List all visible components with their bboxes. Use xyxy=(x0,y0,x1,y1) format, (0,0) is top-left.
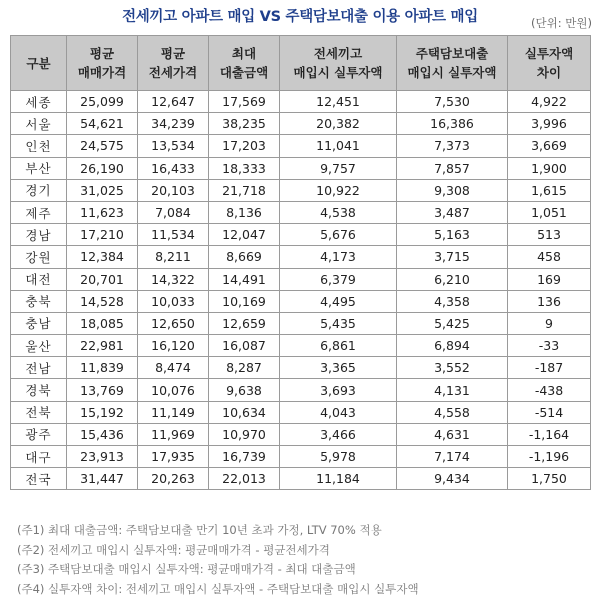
value-cell: 7,857 xyxy=(397,157,508,179)
value-cell: 24,575 xyxy=(67,135,138,157)
value-cell: 9,434 xyxy=(397,468,508,490)
value-cell: 4,631 xyxy=(397,423,508,445)
value-cell: 12,659 xyxy=(209,312,280,334)
value-cell: 1,750 xyxy=(508,468,591,490)
value-cell: 3,365 xyxy=(280,357,397,379)
value-cell: 11,184 xyxy=(280,468,397,490)
value-cell: 5,163 xyxy=(397,224,508,246)
value-cell: 20,701 xyxy=(67,268,138,290)
header-row xyxy=(11,36,591,91)
value-cell: 4,538 xyxy=(280,201,397,223)
header-investment-difference: 실투자액 차이 xyxy=(508,36,591,91)
value-cell: 4,922 xyxy=(508,91,591,113)
table-row xyxy=(11,468,591,490)
value-cell: 3,466 xyxy=(280,423,397,445)
value-cell: 12,650 xyxy=(138,312,209,334)
value-cell: 14,491 xyxy=(209,268,280,290)
value-cell: 7,174 xyxy=(397,446,508,468)
value-cell: -187 xyxy=(508,357,591,379)
value-cell: 9 xyxy=(508,312,591,334)
region-cell: 전북 xyxy=(11,401,67,423)
region-cell: 서울 xyxy=(11,113,67,135)
header-avg-jeonse-price: 평균 전세가격 xyxy=(138,36,209,91)
value-cell: 10,970 xyxy=(209,423,280,445)
value-cell: 169 xyxy=(508,268,591,290)
region-cell: 경남 xyxy=(11,224,67,246)
value-cell: 16,739 xyxy=(209,446,280,468)
table-row xyxy=(11,224,591,246)
value-cell: 10,169 xyxy=(209,290,280,312)
value-cell: 15,436 xyxy=(67,423,138,445)
table-row xyxy=(11,401,591,423)
value-cell: 4,495 xyxy=(280,290,397,312)
value-cell: 12,384 xyxy=(67,246,138,268)
value-cell: 11,623 xyxy=(67,201,138,223)
value-cell: 6,379 xyxy=(280,268,397,290)
value-cell: 3,693 xyxy=(280,379,397,401)
value-cell: 15,192 xyxy=(67,401,138,423)
value-cell: 4,043 xyxy=(280,401,397,423)
table-row xyxy=(11,335,591,357)
value-cell: 1,615 xyxy=(508,179,591,201)
value-cell: 9,638 xyxy=(209,379,280,401)
data-table xyxy=(10,35,591,490)
value-cell: 12,047 xyxy=(209,224,280,246)
footnote: (주2) 전세끼고 매입시 실투자액: 평균매매가격 - 평균전세가격 xyxy=(17,542,330,557)
value-cell: 7,084 xyxy=(138,201,209,223)
value-cell: 34,239 xyxy=(138,113,209,135)
value-cell: 7,373 xyxy=(397,135,508,157)
footnote: (주3) 주택담보대출 매입시 실투자액: 평균매매가격 - 최대 대출금액 xyxy=(17,562,356,577)
value-cell: -1,196 xyxy=(508,446,591,468)
value-cell: 22,981 xyxy=(67,335,138,357)
value-cell: 6,861 xyxy=(280,335,397,357)
value-cell: 11,969 xyxy=(138,423,209,445)
value-cell: 3,487 xyxy=(397,201,508,223)
value-cell: 25,099 xyxy=(67,91,138,113)
value-cell: 17,203 xyxy=(209,135,280,157)
region-cell: 강원 xyxy=(11,246,67,268)
region-cell: 대전 xyxy=(11,268,67,290)
table-row xyxy=(11,246,591,268)
value-cell: 22,013 xyxy=(209,468,280,490)
value-cell: 8,474 xyxy=(138,357,209,379)
value-cell: 18,333 xyxy=(209,157,280,179)
value-cell: 11,041 xyxy=(280,135,397,157)
table-row xyxy=(11,290,591,312)
region-cell: 전남 xyxy=(11,357,67,379)
value-cell: 31,025 xyxy=(67,179,138,201)
header-avg-sale-price: 평균 매매가격 xyxy=(67,36,138,91)
value-cell: 20,382 xyxy=(280,113,397,135)
value-cell: 12,451 xyxy=(280,91,397,113)
value-cell: -514 xyxy=(508,401,591,423)
value-cell: 5,978 xyxy=(280,446,397,468)
region-cell: 충남 xyxy=(11,312,67,334)
value-cell: 17,569 xyxy=(209,91,280,113)
unit-label: (단위: 만원) xyxy=(531,16,592,30)
region-cell: 경북 xyxy=(11,379,67,401)
table-row xyxy=(11,113,591,135)
table-row xyxy=(11,157,591,179)
value-cell: -33 xyxy=(508,335,591,357)
table-row xyxy=(11,312,591,334)
value-cell: 3,669 xyxy=(508,135,591,157)
table-row xyxy=(11,135,591,157)
value-cell: -1,164 xyxy=(508,423,591,445)
value-cell: 16,433 xyxy=(138,157,209,179)
value-cell: 3,715 xyxy=(397,246,508,268)
table-row xyxy=(11,423,591,445)
value-cell: 513 xyxy=(508,224,591,246)
value-cell: 4,173 xyxy=(280,246,397,268)
value-cell: 8,287 xyxy=(209,357,280,379)
value-cell: 54,621 xyxy=(67,113,138,135)
region-cell: 광주 xyxy=(11,423,67,445)
value-cell: 16,120 xyxy=(138,335,209,357)
value-cell: 8,669 xyxy=(209,246,280,268)
region-cell: 경기 xyxy=(11,179,67,201)
value-cell: 10,634 xyxy=(209,401,280,423)
table-row xyxy=(11,201,591,223)
value-cell: 13,534 xyxy=(138,135,209,157)
table-row xyxy=(11,179,591,201)
value-cell: 7,530 xyxy=(397,91,508,113)
header-region: 구분 xyxy=(11,36,67,91)
value-cell: 10,922 xyxy=(280,179,397,201)
value-cell: 5,425 xyxy=(397,312,508,334)
value-cell: 9,308 xyxy=(397,179,508,201)
table-row xyxy=(11,379,591,401)
region-cell: 인천 xyxy=(11,135,67,157)
footnotes xyxy=(17,521,419,599)
region-cell: 제주 xyxy=(11,201,67,223)
value-cell: 136 xyxy=(508,290,591,312)
value-cell: 31,447 xyxy=(67,468,138,490)
value-cell: 8,136 xyxy=(209,201,280,223)
value-cell: 16,087 xyxy=(209,335,280,357)
region-cell: 전국 xyxy=(11,468,67,490)
value-cell: 4,558 xyxy=(397,401,508,423)
value-cell: -438 xyxy=(508,379,591,401)
value-cell: 38,235 xyxy=(209,113,280,135)
value-cell: 11,149 xyxy=(138,401,209,423)
value-cell: 17,935 xyxy=(138,446,209,468)
value-cell: 14,528 xyxy=(67,290,138,312)
value-cell: 16,386 xyxy=(397,113,508,135)
value-cell: 458 xyxy=(508,246,591,268)
value-cell: 12,647 xyxy=(138,91,209,113)
value-cell: 10,033 xyxy=(138,290,209,312)
value-cell: 26,190 xyxy=(67,157,138,179)
page-title: 전세끼고 아파트 매입 VS 주택담보대출 이용 아파트 매입 xyxy=(122,9,478,25)
region-cell: 부산 xyxy=(11,157,67,179)
table-row xyxy=(11,357,591,379)
value-cell: 11,839 xyxy=(67,357,138,379)
footnote: (주4) 실투자액 차이: 전세끼고 매입시 실투자액 - 주택담보대출 매입시 실투자액 xyxy=(17,581,419,596)
value-cell: 5,435 xyxy=(280,312,397,334)
region-cell: 울산 xyxy=(11,335,67,357)
value-cell: 11,534 xyxy=(138,224,209,246)
header-mortgage-investment: 주택담보대출 매입시 실투자액 xyxy=(397,36,508,91)
value-cell: 20,103 xyxy=(138,179,209,201)
value-cell: 18,085 xyxy=(67,312,138,334)
table-row xyxy=(11,268,591,290)
region-cell: 대구 xyxy=(11,446,67,468)
value-cell: 1,051 xyxy=(508,201,591,223)
value-cell: 6,210 xyxy=(397,268,508,290)
value-cell: 23,913 xyxy=(67,446,138,468)
value-cell: 13,769 xyxy=(67,379,138,401)
value-cell: 10,076 xyxy=(138,379,209,401)
header-max-loan-amount: 최대 대출금액 xyxy=(209,36,280,91)
value-cell: 6,894 xyxy=(397,335,508,357)
table-row xyxy=(11,446,591,468)
value-cell: 3,552 xyxy=(397,357,508,379)
header-jeonse-investment: 전세끼고 매입시 실투자액 xyxy=(280,36,397,91)
value-cell: 4,358 xyxy=(397,290,508,312)
value-cell: 14,322 xyxy=(138,268,209,290)
value-cell: 21,718 xyxy=(209,179,280,201)
value-cell: 17,210 xyxy=(67,224,138,246)
value-cell: 8,211 xyxy=(138,246,209,268)
table-row xyxy=(11,91,591,113)
value-cell: 5,676 xyxy=(280,224,397,246)
region-cell: 세종 xyxy=(11,91,67,113)
value-cell: 9,757 xyxy=(280,157,397,179)
value-cell: 4,131 xyxy=(397,379,508,401)
footnote: (주1) 최대 대출금액: 주택담보대출 만기 10년 초과 가정, LTV 70% 적용 xyxy=(17,523,382,537)
region-cell: 충북 xyxy=(11,290,67,312)
table-body xyxy=(11,91,591,490)
value-cell: 3,996 xyxy=(508,113,591,135)
value-cell: 20,263 xyxy=(138,468,209,490)
value-cell: 1,900 xyxy=(508,157,591,179)
